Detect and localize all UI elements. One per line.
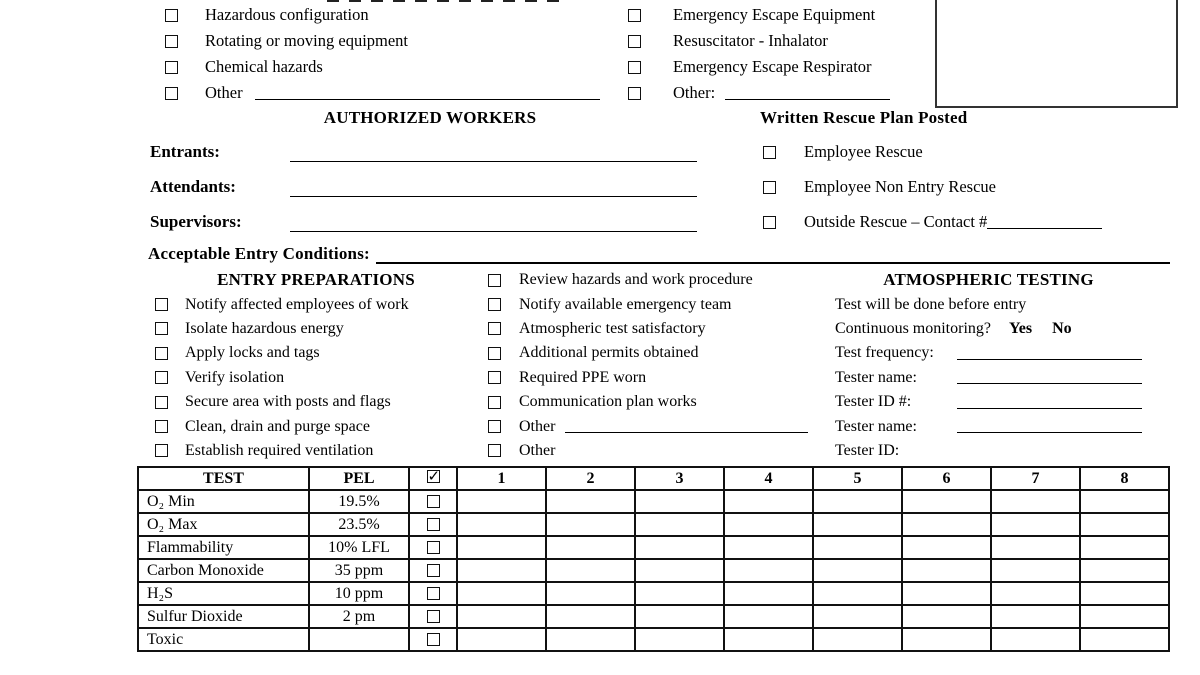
procedure-checkbox[interactable] — [488, 444, 501, 457]
check-cell — [409, 628, 457, 651]
pel-cell — [309, 628, 409, 651]
entrants-row — [150, 142, 700, 162]
entrants-label: Entrants: — [150, 142, 220, 161]
prep-checkbox[interactable] — [155, 298, 168, 311]
tester-id2-row — [835, 439, 1142, 463]
prep-item — [155, 341, 477, 365]
row-checkbox[interactable] — [427, 564, 440, 577]
hazard-checkbox[interactable] — [628, 9, 641, 22]
hazard-item — [165, 2, 600, 28]
reading-cell[interactable] — [635, 628, 724, 651]
test-frequency-label: Test frequency: — [835, 344, 934, 362]
reading-cell[interactable] — [813, 582, 902, 605]
procedure-checkbox[interactable] — [488, 322, 501, 335]
row-checkbox[interactable] — [427, 541, 440, 554]
tester-name-row — [835, 366, 1142, 390]
hazard-label: Rotating or moving equipment — [205, 31, 409, 50]
prep-label: Establish required ventilation — [185, 441, 374, 459]
supervisors-label: Supervisors: — [150, 212, 242, 231]
procedure-label: Required PPE worn — [519, 368, 647, 386]
reading-cell[interactable] — [902, 605, 991, 628]
reading-cell[interactable] — [813, 536, 902, 559]
hazard-label: Emergency Escape Respirator — [673, 57, 872, 76]
reading-cell[interactable] — [1080, 628, 1169, 651]
reading-cell[interactable] — [1080, 536, 1169, 559]
acceptable-entry-label: Acceptable Entry Conditions: — [148, 244, 370, 263]
reading-cell[interactable] — [457, 559, 546, 582]
hazard-item — [628, 80, 890, 106]
reading-cell[interactable] — [1080, 490, 1169, 513]
reading-cell[interactable] — [991, 582, 1080, 605]
reading-cell[interactable] — [457, 513, 546, 536]
check-column-header — [409, 467, 457, 490]
test-frequency-fill-line[interactable] — [957, 359, 1142, 360]
rescue-checkbox[interactable] — [763, 146, 776, 159]
reading-cell[interactable] — [902, 513, 991, 536]
procedure-checkbox[interactable] — [488, 274, 501, 287]
entry-preparations-column — [155, 268, 477, 463]
reading-cell[interactable] — [635, 582, 724, 605]
prep-item — [155, 292, 477, 316]
procedure-label: Additional permits obtained — [519, 344, 699, 362]
attendants-row — [150, 177, 700, 197]
supervisors-fill-line[interactable] — [290, 231, 697, 232]
tester-name-label: Tester name: — [835, 368, 917, 386]
tester-name2-row — [835, 414, 1142, 438]
test-column-header: TEST — [138, 467, 309, 490]
reading-cell[interactable] — [724, 536, 813, 559]
procedure-label: Review hazards and work procedure — [519, 271, 753, 289]
reading-column-header: 1 — [457, 467, 546, 490]
tester-id2-label: Tester ID: — [835, 441, 900, 459]
reading-cell[interactable] — [902, 628, 991, 651]
monitoring-question: Continuous monitoring? — [835, 319, 991, 337]
reading-cell[interactable] — [724, 582, 813, 605]
table-row — [138, 559, 1169, 582]
reading-cell[interactable] — [457, 582, 546, 605]
reading-column-header: 2 — [546, 467, 635, 490]
attendants-label: Attendants: — [150, 177, 236, 196]
procedure-item — [488, 317, 818, 341]
reading-cell[interactable] — [902, 490, 991, 513]
test-name-cell: Toxic — [138, 628, 309, 651]
procedure-checkbox[interactable] — [488, 396, 501, 409]
entry-preparations-title: ENTRY PREPARATIONS — [217, 270, 415, 290]
reading-cell[interactable] — [546, 513, 635, 536]
procedure-checkbox[interactable] — [488, 347, 501, 360]
testing-note — [835, 292, 1142, 316]
reading-cell[interactable] — [1080, 559, 1169, 582]
hazard-label: Chemical hazards — [205, 57, 323, 76]
procedure-item — [488, 390, 818, 414]
reading-cell[interactable] — [546, 490, 635, 513]
reading-cell[interactable] — [902, 559, 991, 582]
prep-checkbox[interactable] — [155, 420, 168, 433]
reading-cell[interactable] — [902, 582, 991, 605]
hazard-label: Other: — [673, 83, 716, 102]
acceptable-entry-row — [148, 244, 1170, 264]
prep-checkbox[interactable] — [155, 444, 168, 457]
testing-note-text: Test will be done before entry — [835, 295, 1027, 313]
test-name-cell: H₂S — [138, 582, 309, 605]
check-cell — [409, 559, 457, 582]
tester-id-row — [835, 390, 1142, 414]
reading-column-header: 4 — [724, 467, 813, 490]
blank-entry-box[interactable] — [935, 0, 1178, 108]
rescue-item — [763, 142, 923, 162]
check-cell — [409, 513, 457, 536]
prep-label: Verify isolation — [185, 368, 285, 386]
hazard-checkbox[interactable] — [165, 9, 178, 22]
test-name-cell: Carbon Monoxide — [138, 559, 309, 582]
pel-cell: 19.5% — [309, 490, 409, 513]
row-checkbox[interactable] — [427, 587, 440, 600]
procedure-label: Notify available emergency team — [519, 295, 732, 313]
rescue-label: Outside Rescue – Contact # — [804, 212, 988, 231]
reading-cell[interactable] — [724, 605, 813, 628]
reading-cell[interactable] — [813, 559, 902, 582]
reading-cell[interactable] — [991, 536, 1080, 559]
pel-cell: 10% LFL — [309, 536, 409, 559]
table-row — [138, 628, 1169, 651]
reading-cell[interactable] — [991, 490, 1080, 513]
prep-label: Clean, drain and purge space — [185, 417, 370, 435]
reading-column-header: 5 — [813, 467, 902, 490]
test-name-cell: O₂ Max — [138, 513, 309, 536]
hazard-label: Other — [205, 83, 243, 102]
prep-item — [155, 366, 477, 390]
reading-cell[interactable] — [724, 513, 813, 536]
hazard-checklist-left — [165, 2, 600, 106]
table-row — [138, 513, 1169, 536]
atmospheric-testing-title-row — [835, 268, 1142, 292]
row-checkbox[interactable] — [427, 633, 440, 646]
reading-cell[interactable] — [813, 490, 902, 513]
continuous-monitoring-row — [835, 317, 1142, 341]
reading-cell[interactable] — [813, 513, 902, 536]
hazard-checkbox[interactable] — [628, 87, 641, 100]
hazard-item — [165, 54, 600, 80]
procedure-item — [488, 366, 818, 390]
reading-cell[interactable] — [457, 490, 546, 513]
row-checkbox[interactable] — [427, 495, 440, 508]
procedure-item — [488, 414, 818, 438]
table-row — [138, 605, 1169, 628]
reading-cell[interactable] — [724, 490, 813, 513]
prep-checkbox[interactable] — [155, 347, 168, 360]
reading-cell[interactable] — [813, 628, 902, 651]
tester-id-label: Tester ID #: — [835, 393, 912, 411]
reading-cell[interactable] — [991, 605, 1080, 628]
rescue-checkbox[interactable] — [763, 181, 776, 194]
rescue-label: Employee Non Entry Rescue — [804, 177, 996, 196]
procedure-label: Other — [519, 417, 556, 435]
reading-cell[interactable] — [546, 559, 635, 582]
prep-item — [155, 390, 477, 414]
reading-cell[interactable] — [635, 605, 724, 628]
test-name-cell: Sulfur Dioxide — [138, 605, 309, 628]
reading-cell[interactable] — [991, 628, 1080, 651]
procedure-checkbox[interactable] — [488, 298, 501, 311]
check-cell — [409, 490, 457, 513]
reading-cell[interactable] — [546, 628, 635, 651]
table-row — [138, 536, 1169, 559]
hazard-checkbox[interactable] — [628, 35, 641, 48]
rescue-item — [763, 212, 1102, 232]
reading-cell[interactable] — [635, 559, 724, 582]
procedure-item — [488, 439, 818, 463]
hazard-checkbox[interactable] — [165, 35, 178, 48]
pel-cell: 23.5% — [309, 513, 409, 536]
reading-cell[interactable] — [1080, 513, 1169, 536]
pel-column-header: PEL — [309, 467, 409, 490]
hazard-item — [628, 54, 890, 80]
tester-name2-fill-line[interactable] — [957, 432, 1142, 433]
tester-name2-label: Tester name: — [835, 417, 917, 435]
reading-cell[interactable] — [1080, 605, 1169, 628]
entry-preparations-title-row — [155, 268, 477, 292]
prep-item — [155, 317, 477, 341]
hazard-checkbox[interactable] — [628, 61, 641, 74]
reading-column-header: 3 — [635, 467, 724, 490]
tester-id-fill-line[interactable] — [957, 408, 1142, 409]
procedure-label: Communication plan works — [519, 393, 697, 411]
authorized-workers-title: AUTHORIZED WORKERS — [323, 108, 537, 127]
other-hazard-fill-line[interactable] — [255, 99, 600, 100]
monitoring-yes-option[interactable]: Yes — [1009, 319, 1033, 337]
prep-item — [155, 414, 477, 438]
hazard-label: Emergency Escape Equipment — [673, 5, 876, 24]
prep-label: Isolate hazardous energy — [185, 319, 344, 337]
tester-name-fill-line[interactable] — [957, 383, 1142, 384]
atmospheric-testing-title: ATMOSPHERIC TESTING — [883, 270, 1094, 290]
procedure-checkbox[interactable] — [488, 420, 501, 433]
pel-cell: 35 ppm — [309, 559, 409, 582]
procedure-label: Atmospheric test satisfactory — [519, 319, 706, 337]
reading-cell[interactable] — [457, 536, 546, 559]
reading-column-header: 8 — [1080, 467, 1169, 490]
check-cell — [409, 582, 457, 605]
rescue-label: Employee Rescue — [804, 142, 923, 161]
reading-cell[interactable] — [991, 559, 1080, 582]
prep-label: Secure area with posts and flags — [185, 393, 391, 411]
hazard-label: Hazardous configuration — [205, 5, 369, 24]
procedure-checkbox[interactable] — [488, 371, 501, 384]
reading-cell[interactable] — [902, 536, 991, 559]
procedure-item — [488, 292, 818, 316]
hazard-checkbox[interactable] — [165, 87, 178, 100]
prep-checkbox[interactable] — [155, 322, 168, 335]
check-cell — [409, 536, 457, 559]
supervisors-row — [150, 212, 700, 232]
hazard-item — [628, 28, 890, 54]
reading-cell[interactable] — [991, 513, 1080, 536]
hazard-item — [165, 28, 600, 54]
reading-cell[interactable] — [457, 605, 546, 628]
prep-label: Apply locks and tags — [185, 344, 320, 362]
reading-column-header: 6 — [902, 467, 991, 490]
table-row — [138, 490, 1169, 513]
other-equipment-fill-line[interactable] — [725, 99, 890, 100]
rescue-checkbox[interactable] — [763, 216, 776, 229]
pel-cell: 10 ppm — [309, 582, 409, 605]
attendants-fill-line[interactable] — [290, 196, 697, 197]
hazard-checkbox[interactable] — [165, 61, 178, 74]
checked-checkbox-icon[interactable] — [427, 470, 440, 483]
acceptable-entry-fill-line[interactable] — [376, 262, 1170, 264]
hazard-checklist-right — [628, 2, 890, 106]
monitoring-no-option[interactable]: No — [1052, 319, 1072, 337]
reading-cell[interactable] — [635, 490, 724, 513]
pel-cell: 2 pm — [309, 605, 409, 628]
prep-label: Notify affected employees of work — [185, 295, 409, 313]
hazard-item — [165, 80, 600, 106]
test-frequency-row — [835, 341, 1142, 365]
procedures-column — [488, 268, 818, 463]
reading-cell[interactable] — [546, 582, 635, 605]
table-row — [138, 582, 1169, 605]
row-checkbox[interactable] — [427, 610, 440, 623]
procedure-item — [488, 341, 818, 365]
atmospheric-testing-column — [835, 268, 1142, 463]
entrants-fill-line[interactable] — [290, 161, 697, 162]
procedure-label: Other — [519, 441, 556, 459]
reading-cell[interactable] — [1080, 582, 1169, 605]
prep-checkbox[interactable] — [155, 371, 168, 384]
test-name-cell: O₂ Min — [138, 490, 309, 513]
reading-column-header: 7 — [991, 467, 1080, 490]
prep-item — [155, 439, 477, 463]
reading-cell[interactable] — [724, 628, 813, 651]
reading-cell[interactable] — [813, 605, 902, 628]
table-header-row — [138, 467, 1169, 490]
outside-rescue-contact-fill-line[interactable] — [987, 228, 1102, 229]
hazard-item — [628, 2, 890, 28]
reading-cell[interactable] — [635, 536, 724, 559]
reading-cell[interactable] — [457, 628, 546, 651]
procedure-other-fill-line[interactable] — [565, 432, 808, 433]
reading-cell[interactable] — [724, 559, 813, 582]
reading-cell[interactable] — [546, 536, 635, 559]
prep-checkbox[interactable] — [155, 396, 168, 409]
rescue-item — [763, 177, 996, 197]
procedure-item — [488, 268, 818, 292]
row-checkbox[interactable] — [427, 518, 440, 531]
hazard-label: Resuscitator - Inhalator — [673, 31, 828, 50]
reading-cell[interactable] — [635, 513, 724, 536]
rescue-plan-title: Written Rescue Plan Posted — [760, 108, 968, 127]
atmospheric-test-table — [137, 466, 1170, 652]
test-name-cell: Flammability — [138, 536, 309, 559]
check-cell — [409, 605, 457, 628]
reading-cell[interactable] — [546, 605, 635, 628]
